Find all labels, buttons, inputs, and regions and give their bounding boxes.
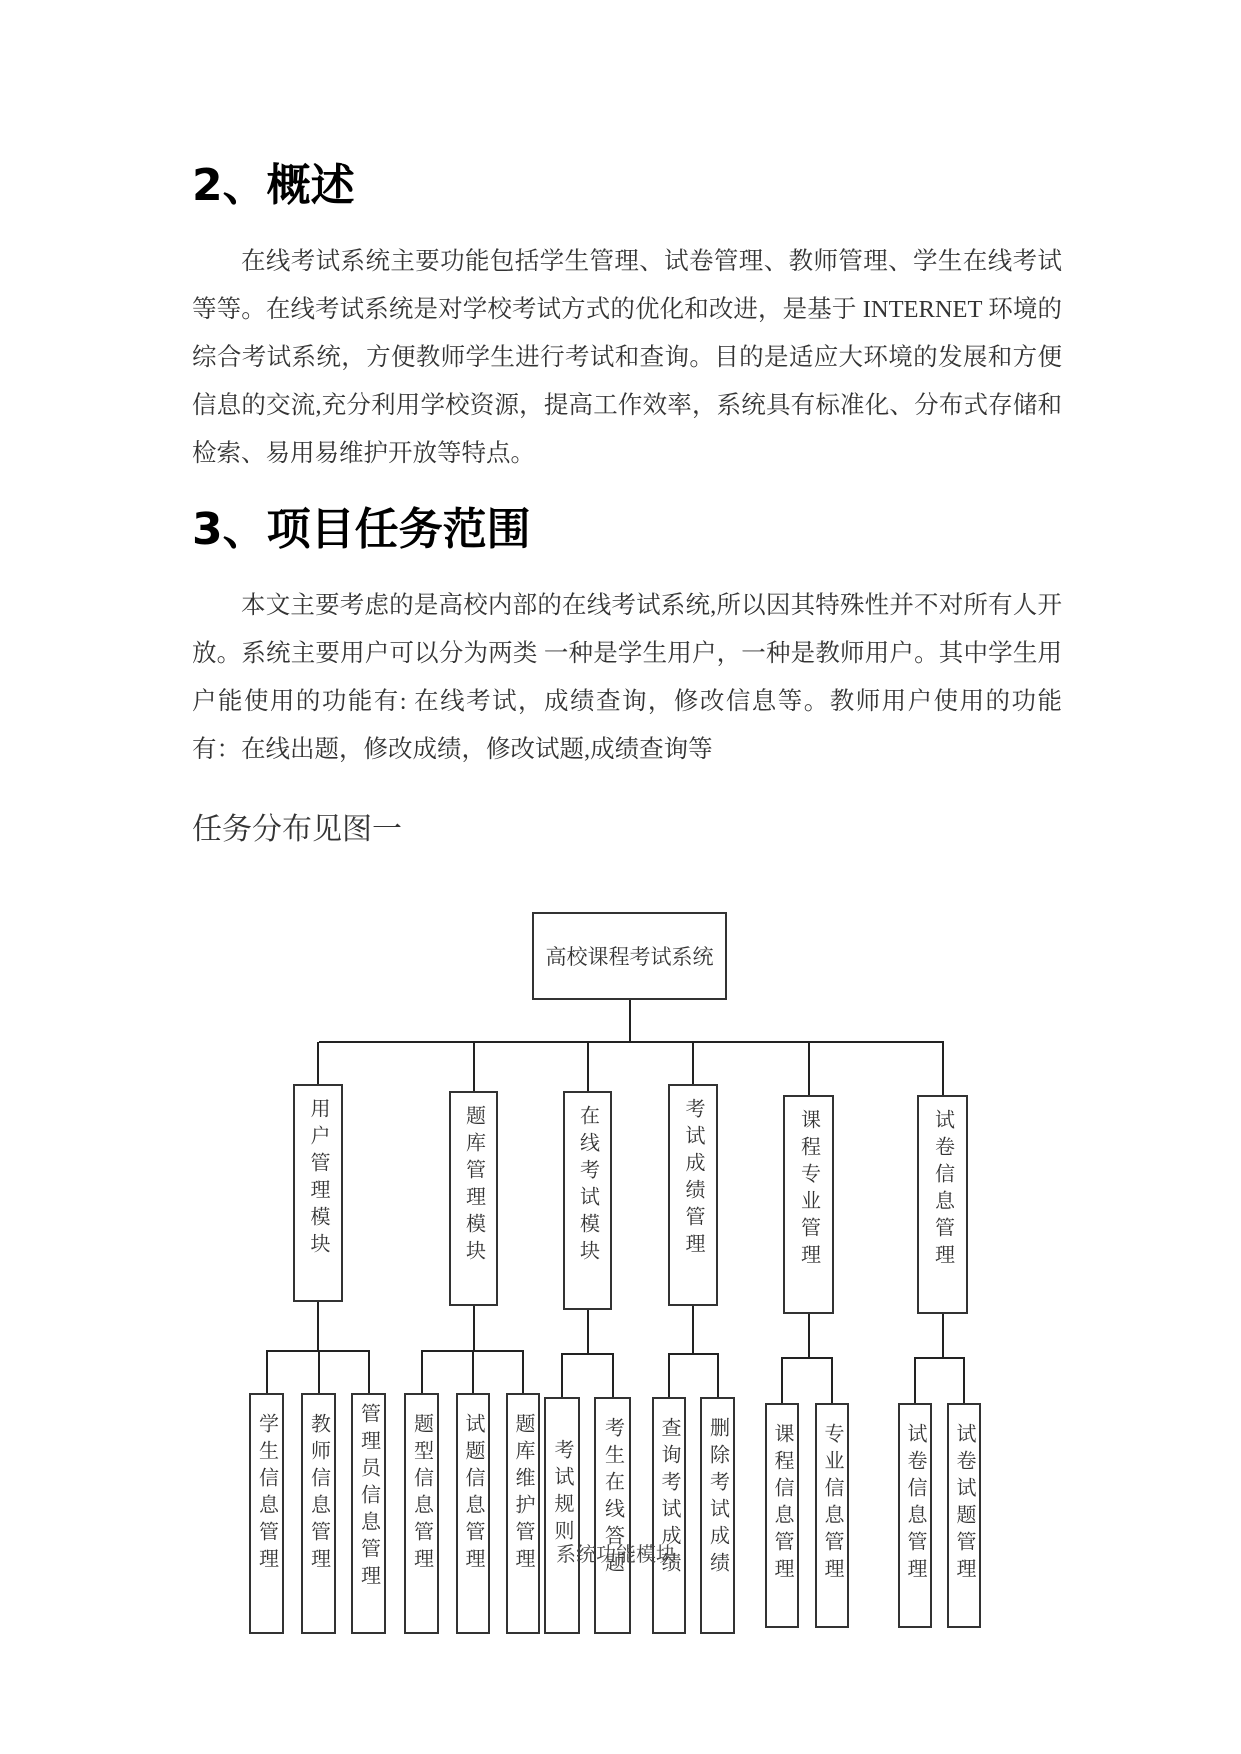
connector-line bbox=[473, 1306, 475, 1350]
figure-reference: 任务分布见图一 bbox=[192, 813, 402, 846]
connector-line bbox=[317, 1302, 319, 1350]
submodule-node-label: 题库维护管理 bbox=[512, 1413, 534, 1575]
connector-line bbox=[942, 1042, 944, 1095]
connector-line bbox=[914, 1357, 965, 1359]
submodule-node bbox=[652, 1397, 686, 1634]
submodule-node-label: 教师信息管理 bbox=[307, 1413, 330, 1575]
connector-line bbox=[963, 1357, 965, 1403]
submodule-node bbox=[594, 1397, 631, 1634]
connector-line bbox=[473, 1042, 475, 1091]
connector-line bbox=[914, 1357, 916, 1403]
connector-line bbox=[668, 1353, 719, 1355]
submodule-node-label: 查询考试成绩 bbox=[658, 1417, 680, 1579]
submodule-node-label: 专业信息管理 bbox=[821, 1423, 843, 1585]
submodule-node bbox=[351, 1393, 386, 1634]
submodule-node-label: 考试规则 bbox=[551, 1439, 573, 1547]
diagram-root-node: 高校课程考试系统 bbox=[532, 912, 727, 1000]
connector-line bbox=[266, 1350, 268, 1393]
connector-line bbox=[692, 1306, 694, 1353]
section-2-paragraph: 在线考试系统主要功能包括学生管理、试卷管理、教师管理、学生在线考试等等。在线考试系统是对学校考试方式的优化和改进，是基于 INTERNET 环境的综合考试系统，方便教师学生进行考试和查询。目的是适应大环境的发展和方便信息的交流,充分利用学校资源，提高工作效率，系统具有标准化、分布式存储和检索、易用易维护开放等特点。 bbox=[192, 248, 1062, 467]
submodule-node-label: 管理员信息管理 bbox=[357, 1403, 380, 1592]
submodule-node-label: 题型信息管理 bbox=[410, 1413, 433, 1575]
submodule-node-label: 学生信息管理 bbox=[255, 1413, 278, 1575]
connector-line bbox=[587, 1042, 589, 1091]
submodule-node bbox=[301, 1393, 336, 1634]
module-node-label: 课程专业管理 bbox=[797, 1109, 820, 1271]
module-node bbox=[563, 1091, 612, 1310]
module-node bbox=[449, 1091, 498, 1306]
submodule-node-label: 课程信息管理 bbox=[771, 1423, 793, 1585]
connector-line bbox=[561, 1353, 614, 1355]
connector-line bbox=[781, 1357, 783, 1403]
connector-line bbox=[318, 1350, 320, 1393]
submodule-node-label: 试题信息管理 bbox=[462, 1413, 484, 1575]
connector-line bbox=[781, 1357, 833, 1359]
module-node-label: 在线考试模块 bbox=[576, 1105, 599, 1267]
section-3-heading: 3、项目任务范围 bbox=[192, 504, 531, 555]
connector-line bbox=[831, 1357, 833, 1403]
submodule-node-label: 试卷信息管理 bbox=[904, 1423, 926, 1585]
connector-line bbox=[317, 1042, 319, 1084]
connector-line bbox=[668, 1353, 670, 1397]
submodule-node bbox=[456, 1393, 490, 1634]
submodule-node bbox=[506, 1393, 540, 1634]
submodule-node-label: 试卷试题管理 bbox=[953, 1423, 975, 1585]
connector-line bbox=[808, 1314, 810, 1357]
connector-line bbox=[717, 1353, 719, 1397]
submodule-node-label: 删除考试成绩 bbox=[706, 1417, 729, 1579]
submodule-node bbox=[815, 1403, 849, 1628]
connector-line bbox=[561, 1353, 563, 1397]
connector-line bbox=[319, 1041, 944, 1043]
submodule-node bbox=[544, 1397, 580, 1634]
module-node-label: 用户管理模块 bbox=[307, 1098, 329, 1260]
module-node bbox=[783, 1095, 834, 1314]
connector-line bbox=[368, 1350, 370, 1393]
submodule-node bbox=[947, 1403, 981, 1628]
module-node bbox=[293, 1084, 343, 1302]
connector-line bbox=[692, 1042, 694, 1084]
connector-line bbox=[587, 1310, 589, 1353]
connector-line bbox=[612, 1353, 614, 1397]
submodule-node bbox=[700, 1397, 735, 1634]
module-node-label: 题库管理模块 bbox=[462, 1105, 485, 1267]
submodule-node bbox=[898, 1403, 932, 1628]
section-3-paragraph: 本文主要考虑的是高校内部的在线考试系统,所以因其特殊性并不对所有人开放。系统主要用户可以分为两类 一种是学生用户，一种是教师用户。其中学生用户能使用的功能有: 在线考试，成绩查询，修改信息等。教师用户使用的功能有：在线出题，修改成绩，修改试题,成绩查询等 bbox=[192, 592, 1062, 763]
figure-caption: 系统功能模块 bbox=[556, 1544, 676, 1566]
connector-line bbox=[808, 1042, 810, 1095]
submodule-node bbox=[765, 1403, 799, 1628]
connector-line bbox=[522, 1350, 524, 1393]
submodule-node-label: 考生在线答题 bbox=[601, 1417, 624, 1579]
submodule-node bbox=[404, 1393, 439, 1634]
connector-line bbox=[421, 1350, 423, 1393]
module-node bbox=[917, 1095, 968, 1314]
module-node-label: 试卷信息管理 bbox=[931, 1109, 954, 1271]
connector-line bbox=[942, 1314, 944, 1357]
connector-line bbox=[629, 1000, 631, 1042]
module-node-label: 考试成绩管理 bbox=[682, 1098, 704, 1260]
module-node bbox=[668, 1084, 718, 1306]
section-2-heading: 2、概述 bbox=[192, 160, 355, 211]
connector-line bbox=[472, 1350, 474, 1393]
submodule-node bbox=[249, 1393, 284, 1634]
